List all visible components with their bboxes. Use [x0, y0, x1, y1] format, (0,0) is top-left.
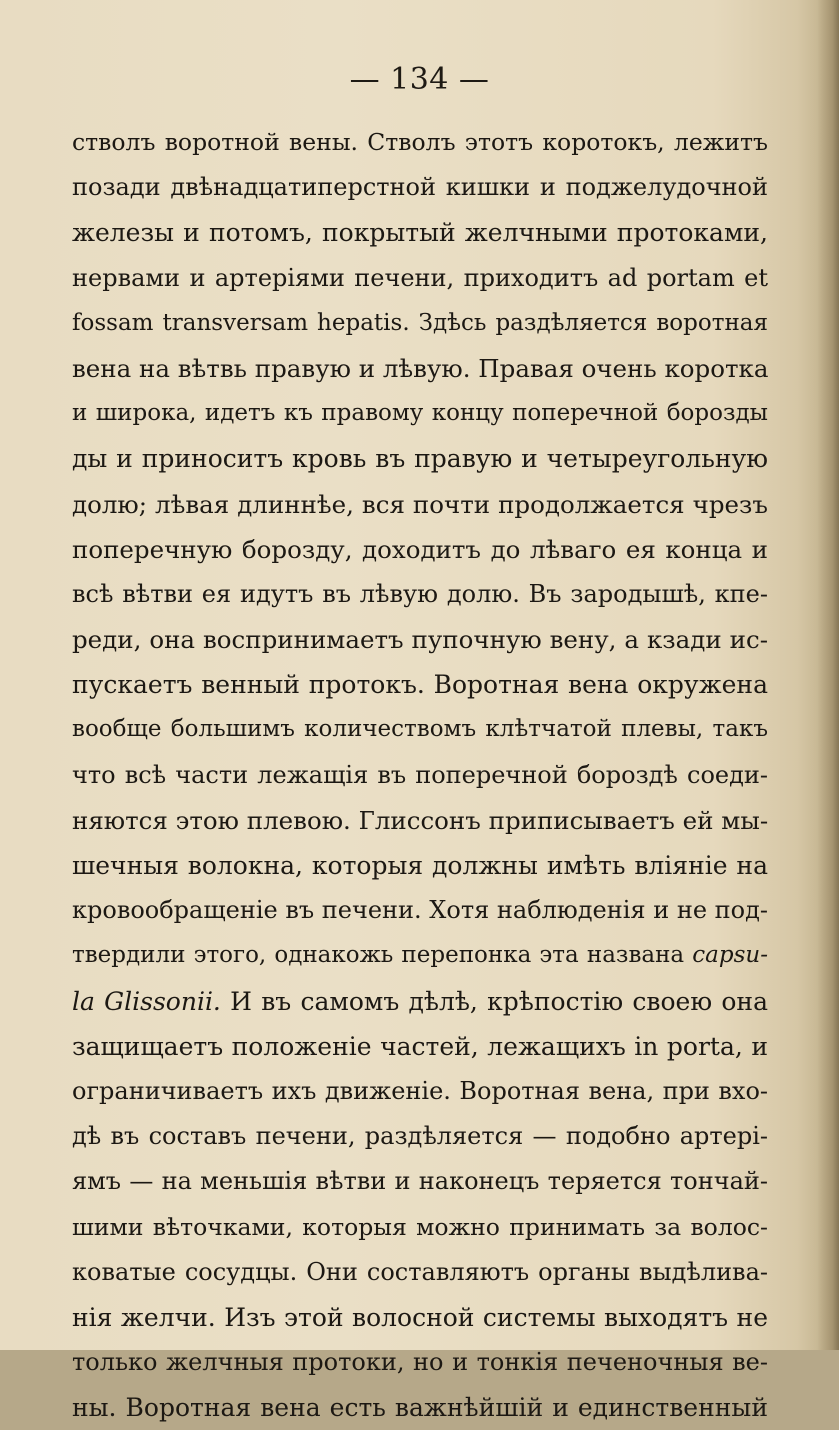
text-line: шечныя волокна, которыя должны имѣть вліяніе на — [72, 851, 768, 880]
text-line: шими вѣточками, которыя можно принимать за волос- — [72, 1212, 768, 1241]
text-line: дѣ въ составъ печени, раздѣляется — подобно артері- — [72, 1122, 768, 1151]
body-text — [72, 120, 768, 1430]
text-line: защищаетъ положеніе частей, лежащихъ in porta, и — [72, 1031, 768, 1061]
text-line: няются этою плевою. Глиссонъ приписываетъ ей мы- — [72, 805, 769, 835]
text-line: ограничиваетъ ихъ движеніе. Воротная вена, при вхо- — [72, 1076, 768, 1105]
page-edge-shadow — [817, 0, 839, 1350]
text-line: стволъ воротной вены. Стволъ этотъ коротокъ, лежитъ — [72, 128, 768, 156]
text-line: вена на вѣтвь правую и лѣвую. Правая очень коротка — [72, 353, 769, 383]
text-line: реди, она воспринимаетъ пупочную вену, а кзади ис- — [72, 625, 768, 655]
text-line: коватые сосудцы. Они составляютъ органы выдѣлива- — [72, 1257, 768, 1286]
page-number: — 134 — — [349, 62, 490, 97]
text-line: железы и потомъ, покрытый желчными протоками, — [72, 218, 768, 248]
text-line: нія желчи. Изъ этой волосной системы выходятъ не — [72, 1302, 768, 1332]
text-line: нервами и артеріями печени, приходитъ ad portam et — [72, 263, 768, 292]
text-line: что всѣ части лежащія въ поперечной бороздѣ соеди- — [72, 760, 768, 789]
text-line: долю; лѣвая длиннѣе, вся почти продолжается чрезъ — [72, 489, 768, 519]
text-line-italic-start — [72, 979, 768, 1024]
text-fragment: И въ самомъ дѣлѣ, крѣпостію своею она — [220, 986, 769, 1016]
text-line: поперечную борозду, доходитъ до лѣваго ея конца и — [72, 534, 768, 564]
text-line-italic-end — [72, 933, 768, 978]
italic-term: la Glissonii. — [72, 986, 221, 1016]
text-line: и широка, идетъ къ правому концу поперечной борозды — [72, 400, 768, 427]
text-line: fossam transversam hepatis. Здѣсь раздѣляется воротная — [72, 309, 768, 336]
text-line: вообще большимъ количествомъ клѣтчатой плевы, такъ — [72, 716, 768, 743]
text-line: позади двѣнадцатиперстной кишки и поджелудочной — [72, 173, 768, 202]
text-line: всѣ вѣтви ея идутъ въ лѣвую долю. Въ зародышѣ, кпе- — [72, 579, 768, 608]
text-line: ямъ — на меньшія вѣтви и наконецъ теряется тончай- — [72, 1167, 768, 1196]
text-line: пускаетъ венный протокъ. Воротная вена окружена — [72, 670, 768, 700]
text-line: ны. Воротная вена есть важнѣйшій и единственный — [72, 1393, 768, 1423]
italic-term: capsu- — [692, 942, 768, 969]
text-line: ды и приноситъ кровь въ правую и четыреугольную — [72, 444, 768, 474]
text-line: только желчныя протоки, но и тонкія печеночныя ве- — [72, 1348, 768, 1377]
text-fragment: твердили этого, однакожь перепонка эта названа — [72, 942, 693, 969]
text-line: кровообращеніе въ печени. Хотя наблюденія и не под- — [72, 896, 768, 925]
